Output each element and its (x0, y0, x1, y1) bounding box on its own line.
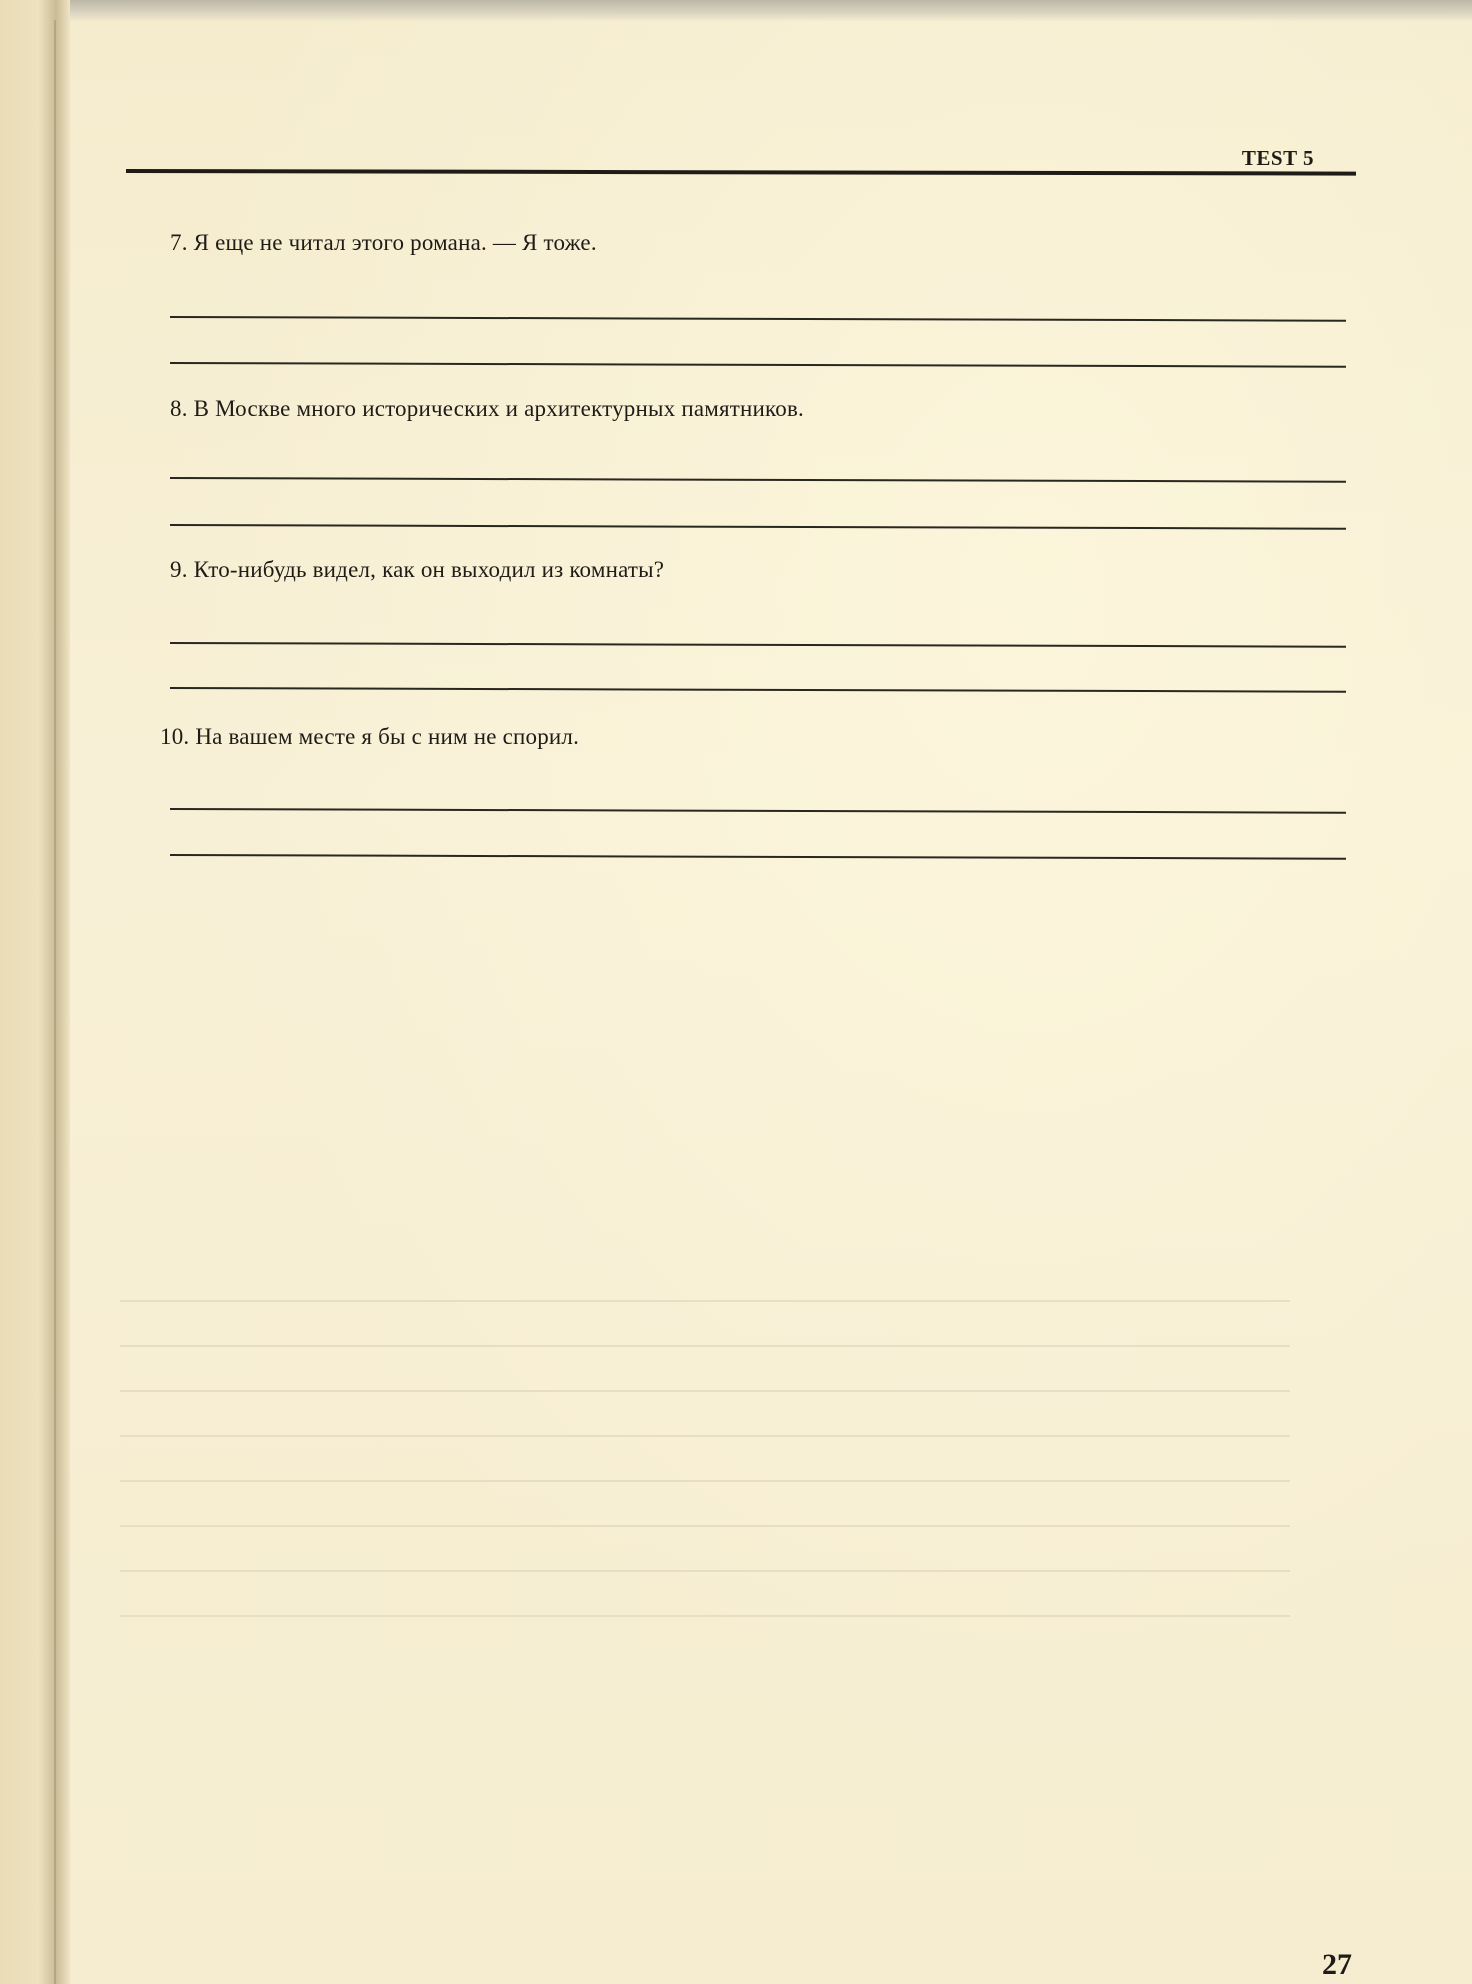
binding-fold-line (54, 20, 56, 1984)
question-number: 9. (170, 557, 188, 582)
question-7 (170, 230, 597, 256)
question-text: В Москве много исторических и архитектурных памятников. (193, 396, 804, 421)
question-text: Я еще не читал этого романа. — Я тоже. (193, 230, 597, 255)
question-text: Кто-нибудь видел, как он выходил из комнаты? (193, 557, 665, 582)
answer-line[interactable] (170, 362, 1346, 368)
bleed-through-line (120, 1345, 1290, 1347)
bleed-through-line (120, 1300, 1290, 1302)
book-binding (0, 0, 70, 1984)
bleed-through-line (120, 1480, 1290, 1482)
answer-line[interactable] (170, 316, 1346, 322)
answer-line[interactable] (170, 808, 1346, 814)
header-rule (126, 169, 1356, 176)
scan-top-edge (0, 0, 1472, 22)
bleed-through-line (120, 1615, 1290, 1617)
bleed-through-line (120, 1390, 1290, 1392)
answer-line[interactable] (170, 854, 1346, 860)
question-number: 7. (170, 230, 188, 255)
question-10 (160, 724, 579, 750)
bleed-through-line (120, 1525, 1290, 1527)
bleed-through-line (120, 1435, 1290, 1437)
test-title: TEST 5 (1241, 146, 1314, 170)
question-8 (170, 396, 804, 422)
question-9 (170, 557, 664, 583)
answer-line[interactable] (170, 642, 1346, 648)
page-number: 27 (1322, 1948, 1352, 1981)
answer-line[interactable] (170, 524, 1346, 530)
answer-line[interactable] (170, 687, 1346, 693)
bleed-through-line (120, 1570, 1290, 1572)
question-text: На вашем месте я бы с ним не спорил. (195, 724, 580, 749)
question-number: 8. (170, 396, 188, 421)
answer-line[interactable] (170, 477, 1346, 483)
question-number: 10. (160, 724, 190, 749)
